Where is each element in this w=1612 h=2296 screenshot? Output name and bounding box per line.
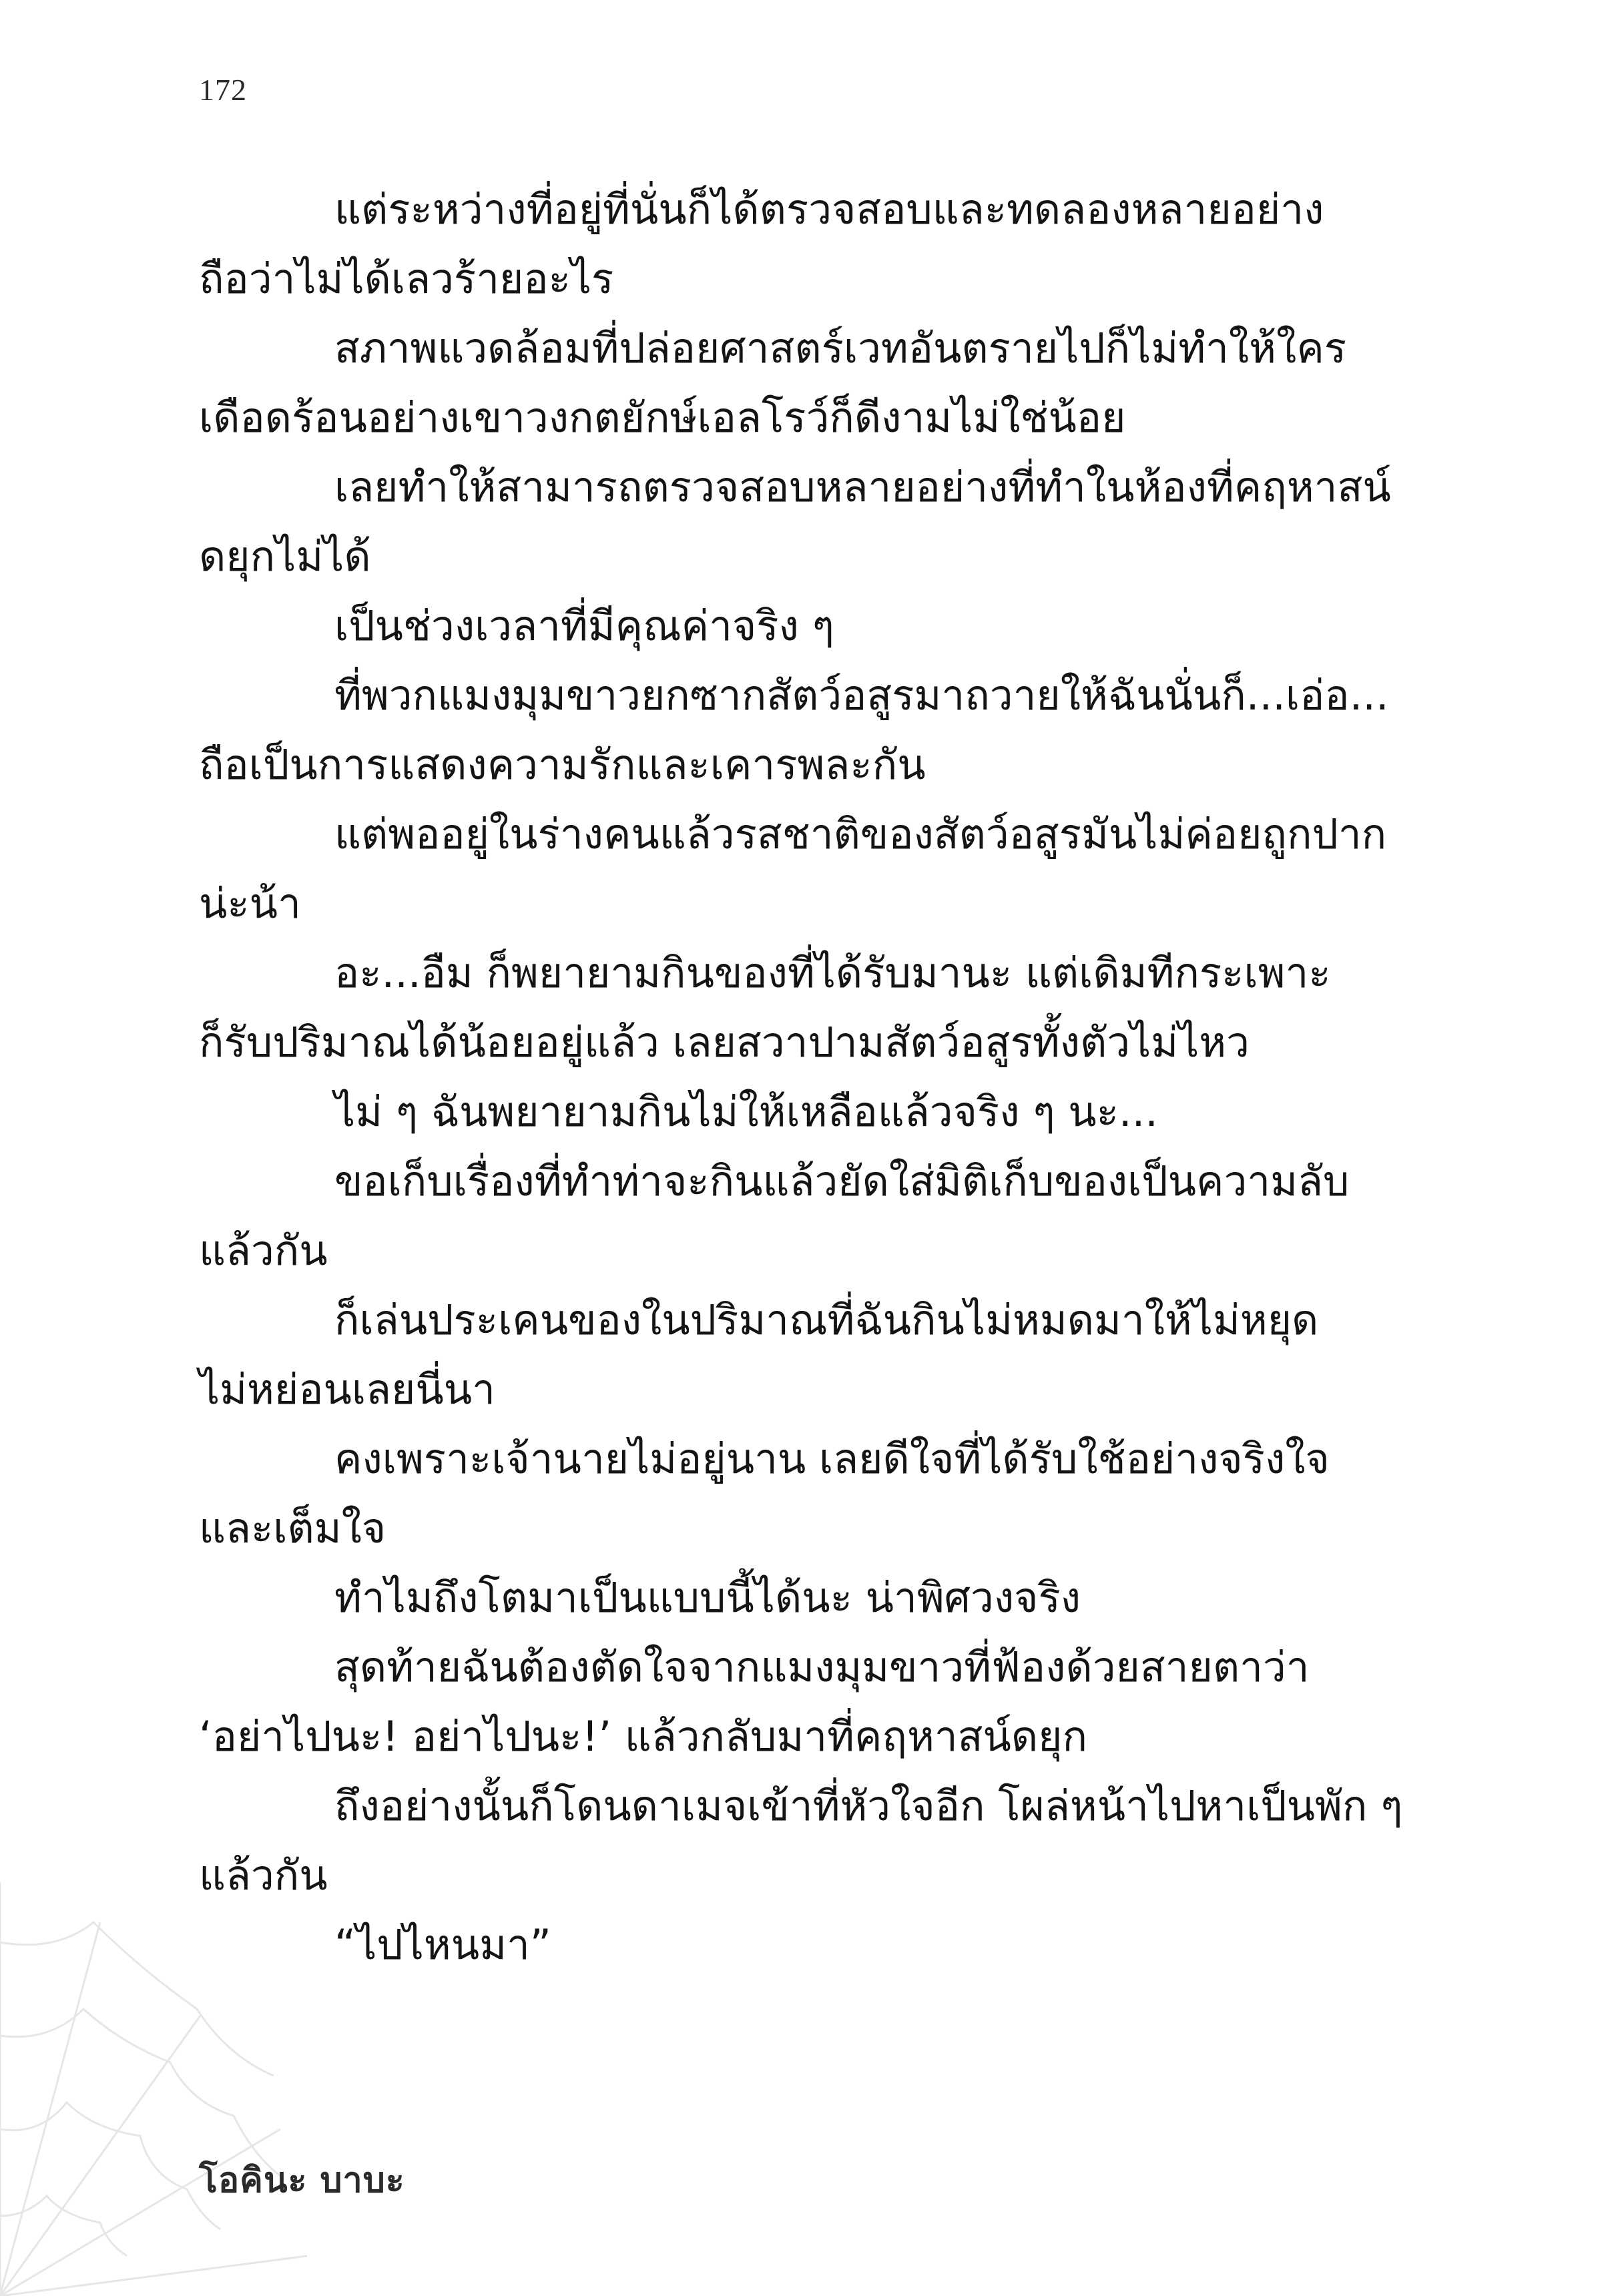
text-line: แต่ระหว่างที่อยู่ที่นั่นก็ได้ตรวจสอบและทดลองหลายอย่าง (334, 185, 1324, 234)
text-line: อะ...อืม ก็พยายามกินของที่ได้รับมานะ แต่เดิมทีกระเพาะ (334, 948, 1331, 997)
text-line: คงเพราะเจ้านายไม่อยู่นาน เลยดีใจที่ได้รับใช้อย่างจริงใจ (334, 1434, 1330, 1483)
text-line: เป็นช่วงเวลาที่มีคุณค่าจริง ๆ (334, 601, 834, 650)
text-line: ถือว่าไม่ได้เลวร้ายอะไร (199, 254, 614, 303)
text-line: ที่พวกแมงมุมขาวยกซากสัตว์อสูรมาถวายให้ฉันนั่นก็...เอ่อ... (334, 671, 1389, 720)
text-line: ขอเก็บเรื่องที่ทำท่าจะกินแล้วยัดใส่มิติเก็บของเป็นความลับ (334, 1157, 1350, 1205)
text-line: เลยทำให้สามารถตรวจสอบหลายอย่างที่ทำในห้องที่คฤหาสน์ (334, 463, 1391, 511)
body-text (199, 175, 1408, 1980)
text-line: ไม่หย่อนเลยนี่นา (199, 1365, 495, 1414)
text-line: “ไปไหนมา” (334, 1920, 551, 1969)
text-line: ก็เล่นประเคนของในปริมาณที่ฉันกินไม่หมดมาให้ไม่หยุด (334, 1296, 1319, 1344)
text-line: น่ะน้า (199, 879, 301, 928)
text-line: ก็รับปริมาณได้น้อยอยู่แล้ว เลยสวาปามสัตว์อสูรทั้งตัวไม่ไหว (199, 1018, 1250, 1067)
text-line: ถือเป็นการแสดงความรักและเคารพละกัน (199, 740, 926, 789)
text-line: ทำไมถึงโตมาเป็นแบบนี้ได้นะ น่าพิศวงจริง (334, 1573, 1081, 1622)
text-line: แล้วกัน (199, 1226, 328, 1275)
text-line: ไม่ ๆ ฉันพยายามกินไม่ให้เหลือแล้วจริง ๆ นะ... (334, 1087, 1159, 1136)
text-line: ‘อย่าไปนะ! อย่าไปนะ!’ แล้วกลับมาที่คฤหาสน์ดยุก (199, 1712, 1088, 1761)
spider-web-decoration-icon (0, 1842, 307, 2296)
book-title-footer: โอคินะ บาบะ (199, 2161, 405, 2201)
text-line: เดือดร้อนอย่างเขาวงกตยักษ์เอลโรว์ก็ดีงามไม่ใช่น้อย (199, 393, 1126, 442)
text-line: ถึงอย่างนั้นก็โดนดาเมจเข้าที่หัวใจอีก โผล่หน้าไปหาเป็นพัก ๆ (334, 1781, 1403, 1830)
text-line: สภาพแวดล้อมที่ปล่อยศาสตร์เวทอันตรายไปก็ไม่ทำให้ใคร (334, 324, 1347, 372)
page-number: 172 (199, 73, 247, 107)
text-line: แล้วกัน (199, 1851, 328, 1900)
text-line: สุดท้ายฉันต้องตัดใจจากแมงมุมขาวที่ฟ้องด้วยสายตาว่า (334, 1643, 1310, 1691)
text-line: แต่พออยู่ในร่างคนแล้วรสชาติของสัตว์อสูรมันไม่ค่อยถูกปาก (334, 810, 1387, 858)
text-line: ดยุกไม่ได้ (199, 532, 371, 581)
text-line: และเต็มใจ (199, 1504, 386, 1552)
